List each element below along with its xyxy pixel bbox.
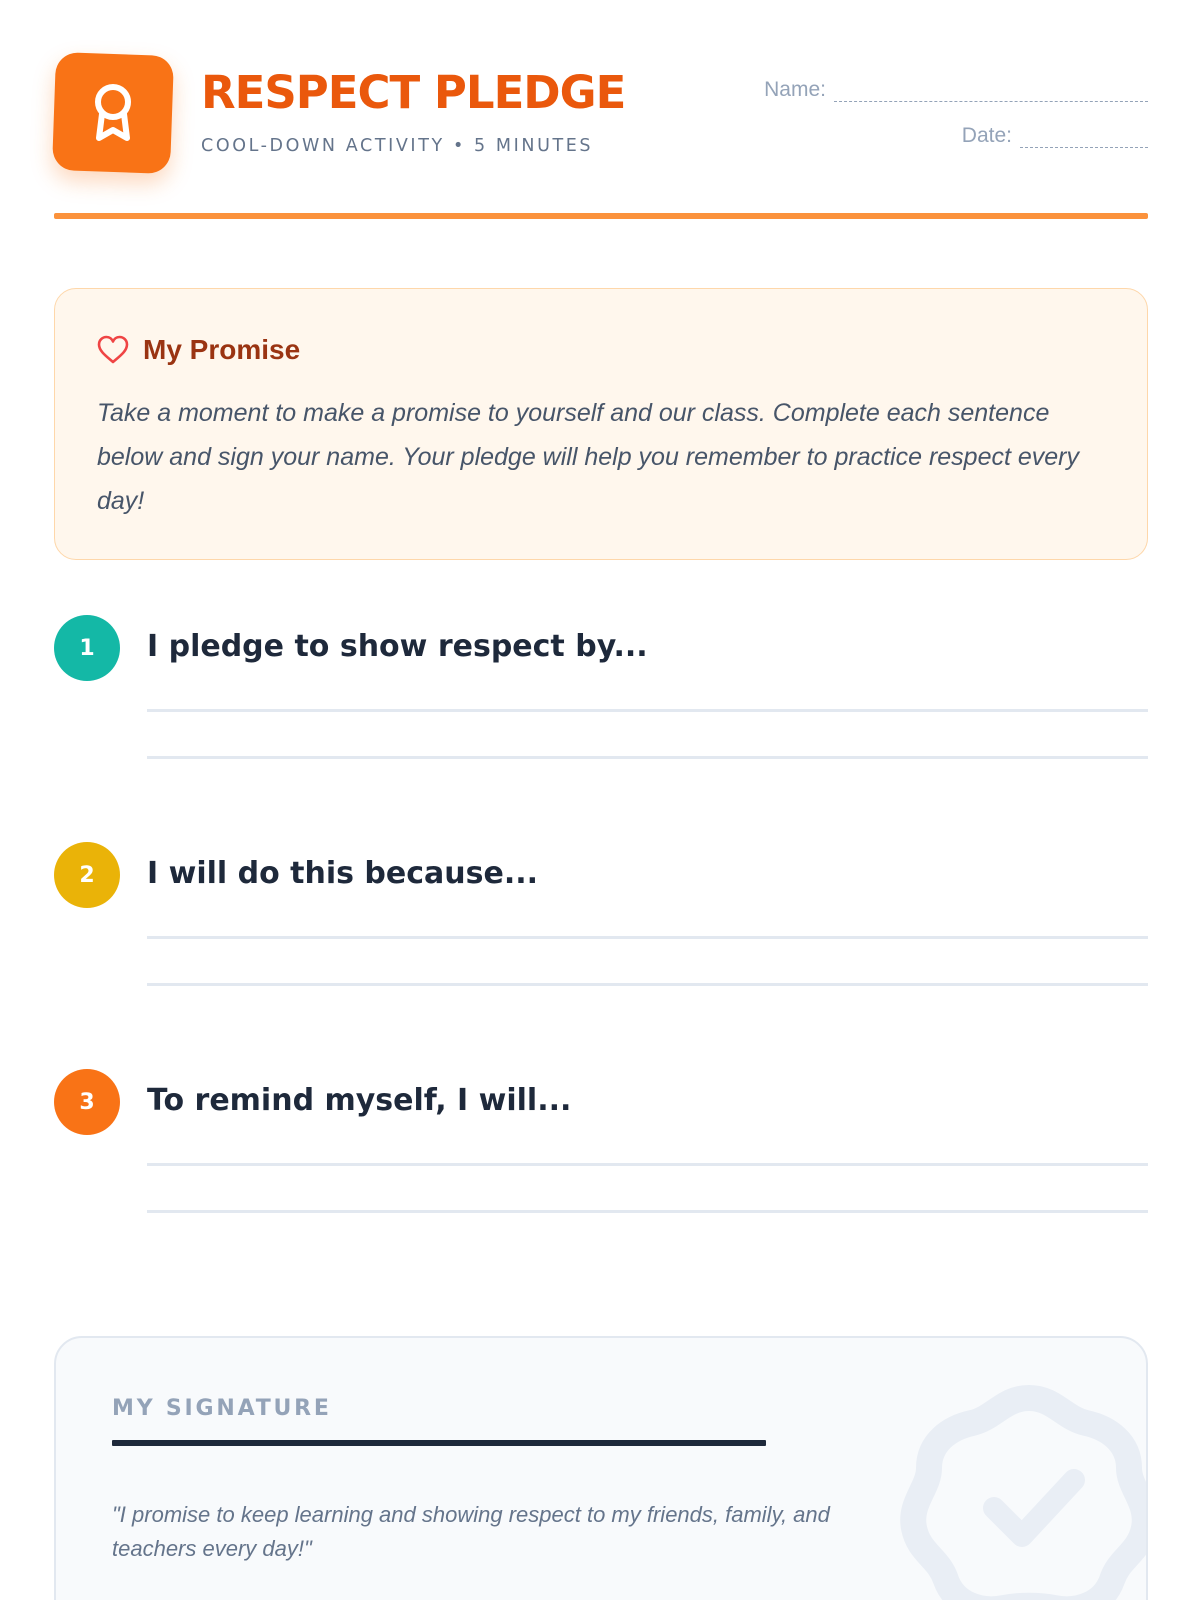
- date-blank-line[interactable]: [1020, 130, 1148, 148]
- promise-title: My Promise: [143, 334, 301, 365]
- date-field[interactable]: [962, 124, 1148, 148]
- answer-line[interactable]: [147, 936, 1148, 939]
- answer-line[interactable]: [147, 1163, 1148, 1166]
- promise-callout: [54, 288, 1148, 560]
- header-divider: [54, 213, 1148, 219]
- step-number-badge: 3: [54, 1069, 120, 1135]
- step-number-badge: 2: [54, 842, 120, 908]
- step-prompt: I will do this because...: [147, 856, 539, 891]
- name-field[interactable]: [764, 78, 1148, 102]
- award-ribbon-icon: [87, 82, 139, 144]
- date-label: Date:: [961, 124, 1012, 147]
- step-prompt: To remind myself, I will...: [147, 1083, 572, 1118]
- signature-quote: "I promise to keep learning and showing respect to my friends, family, and teachers every day!": [112, 1502, 830, 1561]
- step-prompt: I pledge to show respect by...: [147, 629, 648, 664]
- promise-heading: [97, 334, 300, 366]
- name-label: Name:: [764, 78, 826, 101]
- answer-line[interactable]: [147, 756, 1148, 759]
- page-subtitle: COOL-DOWN ACTIVITY • 5 MINUTES: [201, 136, 594, 156]
- answer-line[interactable]: [147, 1210, 1148, 1213]
- promise-instructions: Take a moment to make a promise to yourself and our class. Complete each sentence below and sign your name. Your pledge will help you remember to practice respect every day!: [97, 399, 1080, 515]
- answer-line[interactable]: [147, 709, 1148, 712]
- page-title: RESPECT PLEDGE: [201, 66, 626, 119]
- worksheet-page: [54, 0, 1148, 1600]
- logo-badge: [52, 52, 174, 174]
- step-number-badge: 1: [54, 615, 120, 681]
- signature-card: [54, 1336, 1148, 1600]
- heart-outline-icon: [97, 335, 129, 365]
- seal-check-icon: [894, 1368, 1148, 1600]
- signature-label: MY SIGNATURE: [112, 1396, 332, 1421]
- answer-line[interactable]: [147, 983, 1148, 986]
- name-blank-line[interactable]: [834, 84, 1148, 102]
- signature-line[interactable]: [112, 1440, 766, 1446]
